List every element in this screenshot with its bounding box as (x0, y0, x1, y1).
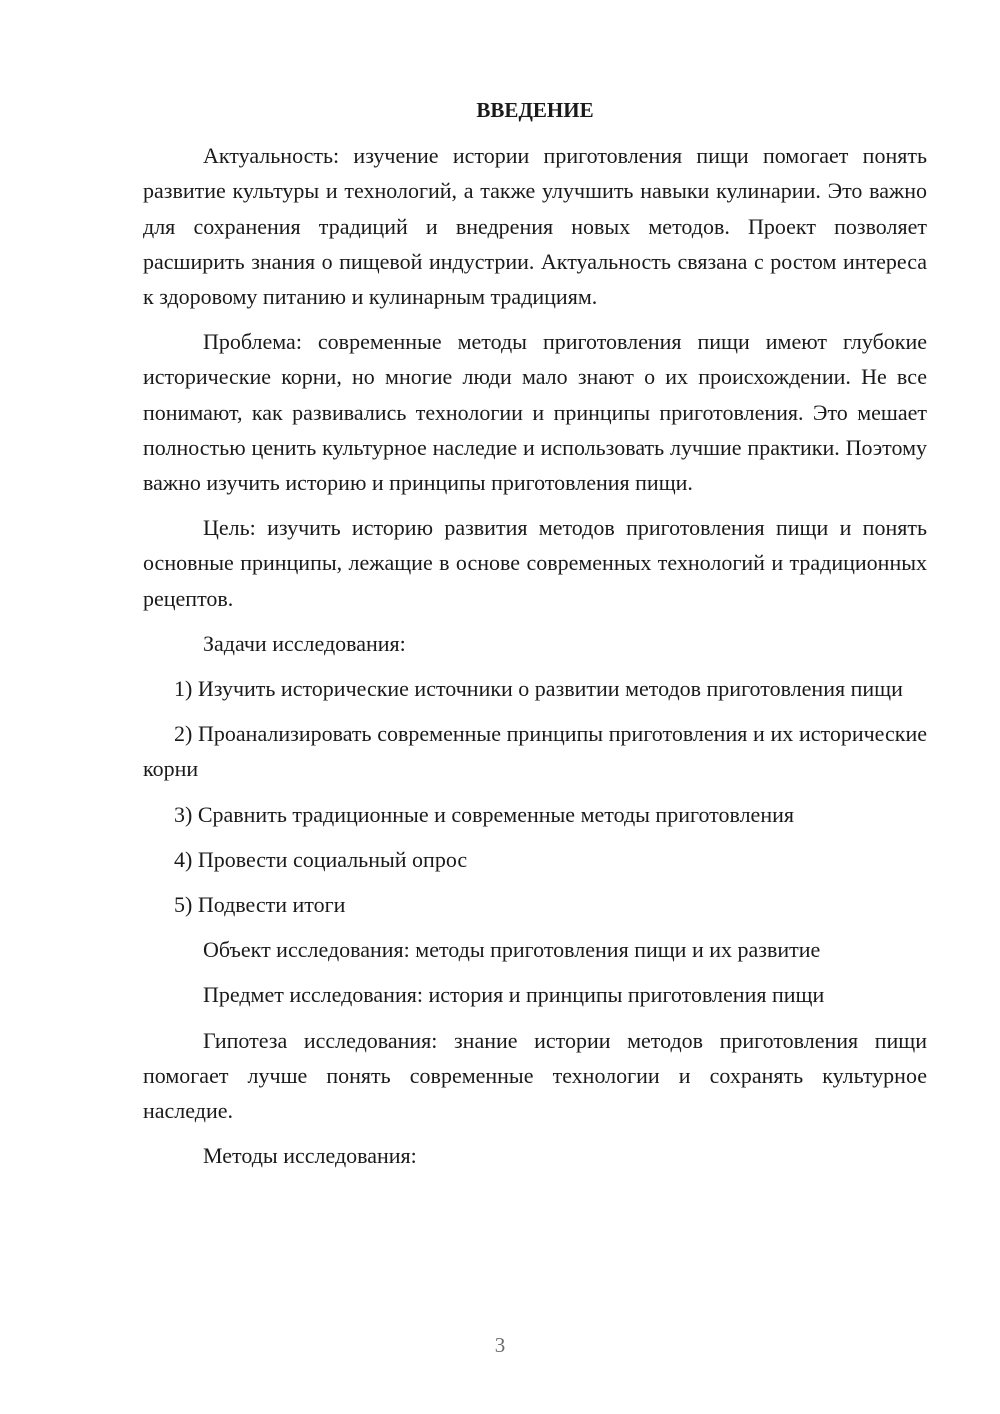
object-paragraph: Объект исследования: методы приготовления пищи и их развитие (203, 937, 821, 963)
page-number: 3 (494, 1333, 506, 1357)
subject-paragraph: Предмет исследования: история и принципы приготовления пищи (203, 982, 825, 1008)
goal-paragraph: Цель: изучить историю развития методов приготовления пищи и понять основные принципы, лежащие в основе современных технологий и традиционных рецептов. (143, 515, 927, 611)
problem-paragraph: Проблема: современные методы приготовления пищи имеют глубокие исторические корни, но многие люди мало знают о их происхождении. Не все понимают, как развивались технологии и принципы приготовления. Это мешает полностью ценить культурное наследие и использовать лучшие практики. Поэтому важно изучить историю и принципы приготовления пищи. (143, 329, 927, 496)
relevance-paragraph: Актуальность: изучение истории приготовления пищи помогает понять развитие культуры и технологий, а также улучшить навыки кулинарии. Это важно для сохранения традиций и внедрения новых методов. Проект позволяет расширить знания о пищевой индустрии. Актуальность связана с ростом интереса к здоровому питанию и кулинарным традициям. (143, 143, 927, 310)
hypothesis-paragraph: Гипотеза исследования: знание истории методов приготовления пищи помогает лучше понять современные технологии и сохранять культурное наследие. (143, 1027, 927, 1124)
methods-heading: Методы исследования: (203, 1143, 417, 1169)
task-item-5: 5) Подвести итоги (174, 892, 346, 918)
task-item-3: 3) Сравнить традиционные и современные методы приготовления (174, 801, 794, 827)
document-page (143, 93, 927, 1183)
task-item-1: 1) Изучить исторические источники о развитии методов приготовления пищи (174, 676, 903, 702)
tasks-heading: Задачи исследования: (203, 630, 406, 656)
task-item-4: 4) Провести социальный опрос (174, 846, 468, 872)
task-item-2: 2) Проанализировать современные принципы приготовления и их исторические корни (143, 721, 927, 782)
section-heading: ВВЕДЕНИЕ (476, 98, 594, 122)
